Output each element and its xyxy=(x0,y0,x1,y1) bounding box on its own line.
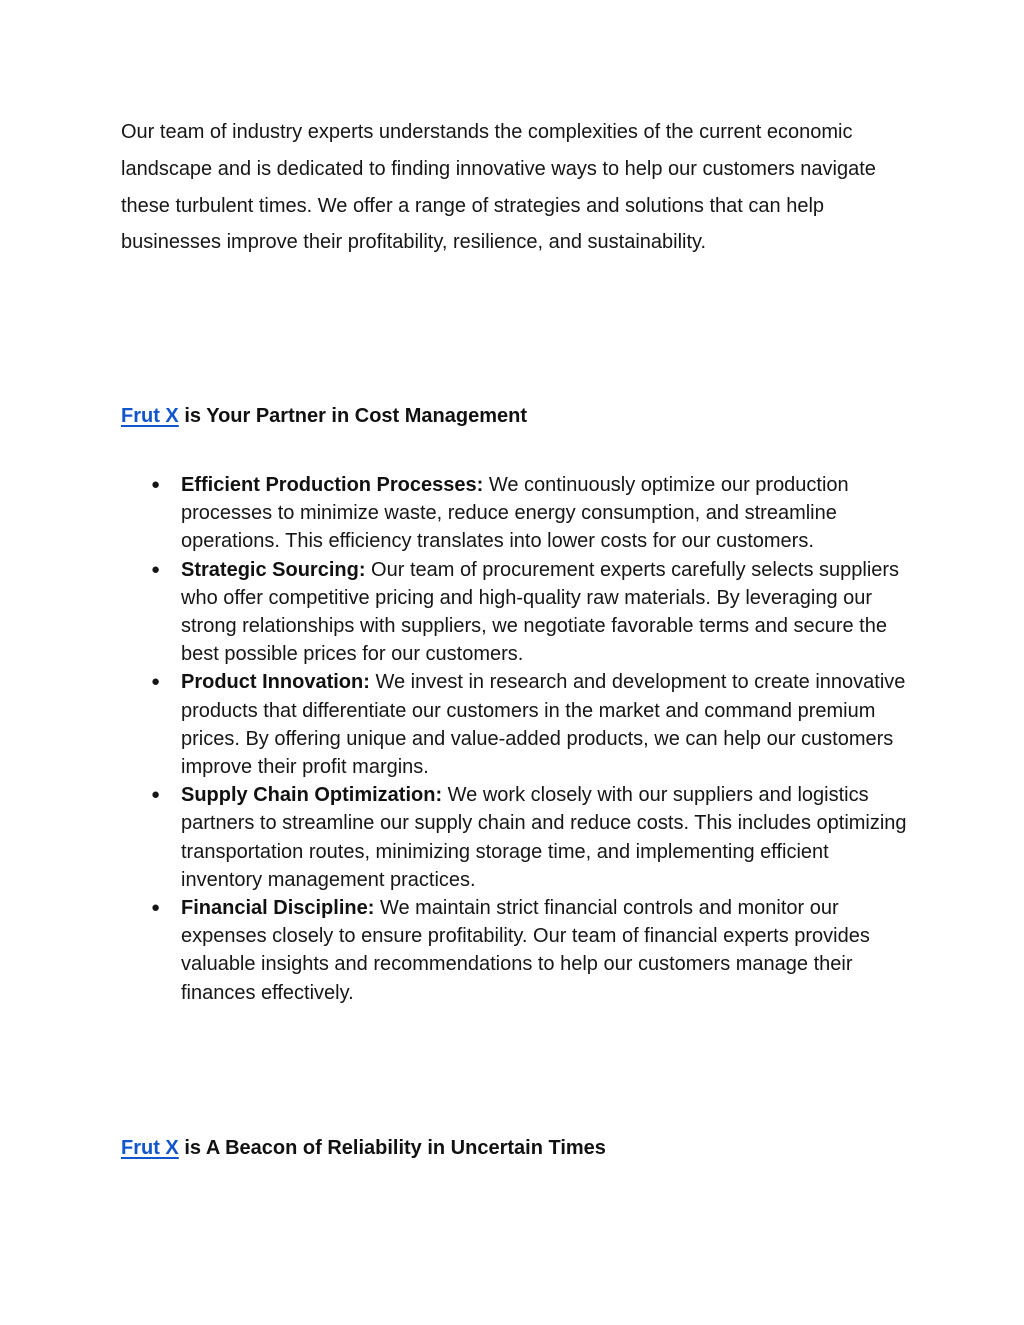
list-item xyxy=(121,471,911,556)
item-text: We maintain strict financial controls and monitor our expenses closely to ensure profitability. Our team of financial experts provides valuable insights and recommendations to help our customers manage their finances effectively. xyxy=(181,897,870,1004)
item-title: Strategic Sourcing: xyxy=(181,558,366,581)
heading-text: is A Beacon of Reliability in Uncertain Times xyxy=(178,1137,606,1159)
heading-text: is Your Partner in Cost Management xyxy=(178,405,528,427)
item-title: Supply Chain Optimization: xyxy=(181,784,443,807)
item-text: We work closely with our suppliers and logistics partners to streamline our supply chain and reduce costs. This includes optimizing transportation routes, minimizing storage time, and implementing efficient inventory management practices. xyxy=(181,784,907,891)
section-heading-reliability xyxy=(121,1134,911,1162)
frut-x-link[interactable]: Frut X xyxy=(121,405,179,427)
item-title: Financial Discipline: xyxy=(181,897,375,920)
bullet-icon: ● xyxy=(151,786,161,804)
intro-paragraph: Our team of industry experts understands the complexities of the current economic landscape and is dedicated to finding innovative ways to help our customers navigate these turbulent times. We offer a range of strategies and solutions that can help businesses improve their profitability, resilience, and sustainability. xyxy=(121,121,876,254)
bullet-icon: ● xyxy=(151,673,161,691)
list-item xyxy=(121,556,911,669)
bullet-icon: ● xyxy=(151,899,161,917)
list-item xyxy=(121,668,911,781)
list-item xyxy=(121,781,911,894)
item-text: We invest in research and development to create innovative products that differentiate our customers in the market and command premium prices. By offering unique and value-added products, we can help our customers improve their profit margins. xyxy=(181,671,906,779)
item-title: Efficient Production Processes: xyxy=(181,474,484,496)
cost-management-list xyxy=(121,471,911,1007)
item-text: Our team of procurement experts carefully selects suppliers who offer competitive pricing and high-quality raw materials. By leveraging our strong relationships with suppliers, we negotiate favorable terms and secure the best possible prices for our customers. xyxy=(181,558,900,666)
section-heading-cost-management xyxy=(121,402,911,430)
frut-x-link[interactable]: Frut X xyxy=(121,1137,179,1159)
bullet-icon: ● xyxy=(151,476,161,493)
list-item xyxy=(121,894,911,1007)
item-text: We continuously optimize our production processes to minimize waste, reduce energy consumption, and streamline operations. This efficiency translates into lower costs for our customers. xyxy=(181,474,849,553)
bullet-icon: ● xyxy=(151,560,161,578)
item-title: Product Innovation: xyxy=(181,671,370,694)
